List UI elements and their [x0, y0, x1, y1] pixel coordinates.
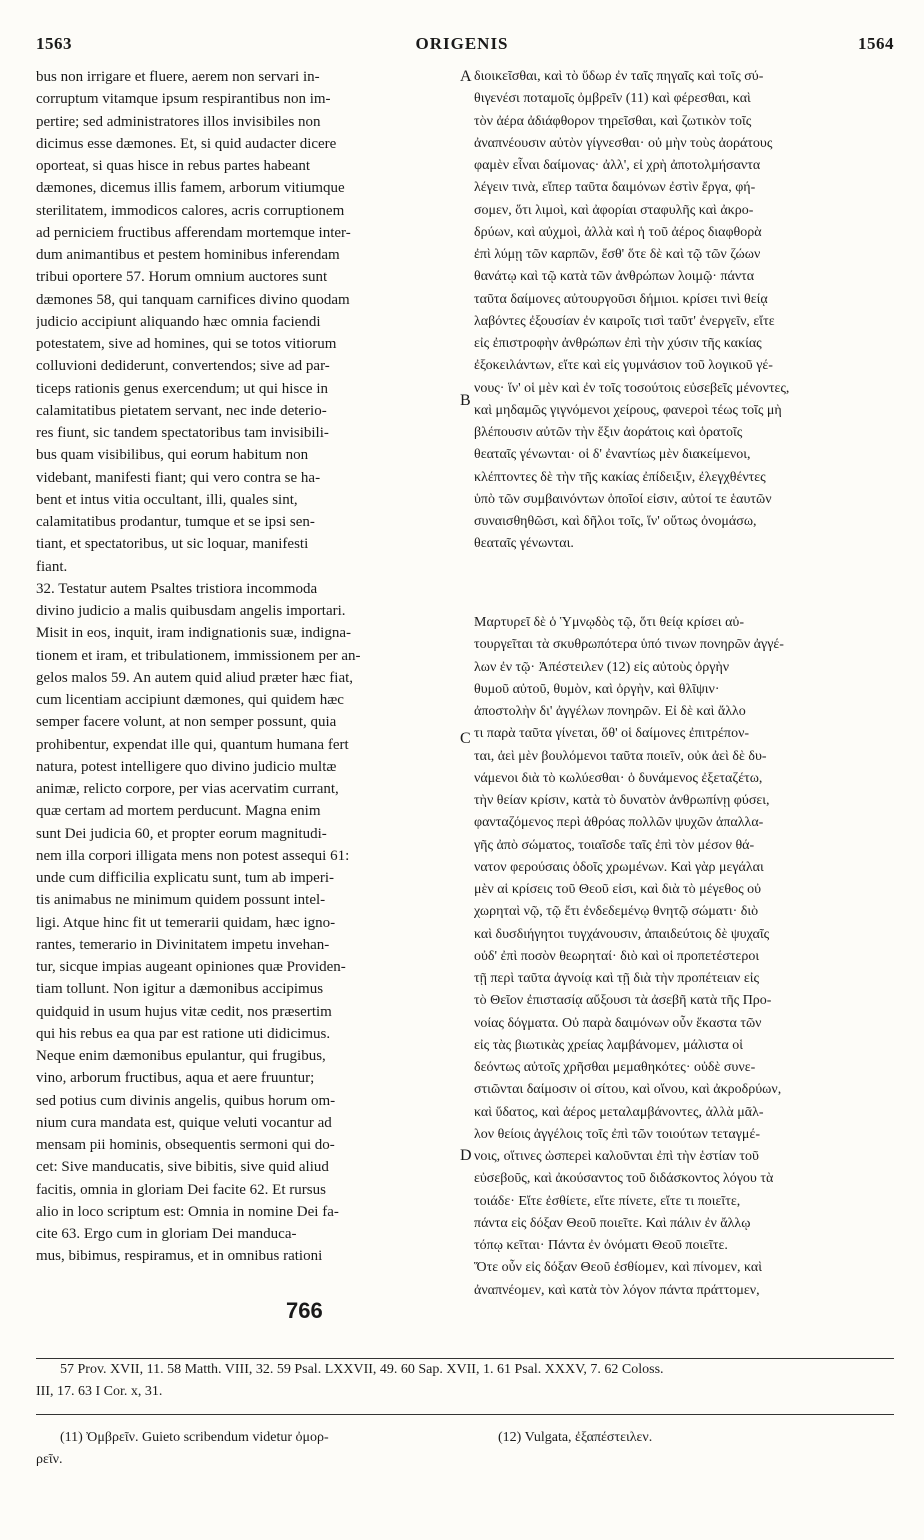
text-line: dæmones 58, qui tanquam carnifices divino quodam [36, 291, 350, 308]
text-line: θανάτῳ καὶ τῷ κατὰ τῶν ἀνθρώπων λοιμῷ· πάντα [474, 269, 755, 285]
text-line: νατον φερούσαις ὁδοῖς χρωμένων. Καὶ γὰρ μεγάλαι [474, 859, 764, 875]
text-line: bent et intus vitia occultant, illi, quales sint, [36, 491, 298, 508]
text-line: sunt Dei judicia 60, et propter eorum magnitudi- [36, 825, 327, 842]
text-line: tur, sicque impias augeant opiniones quæ Providen- [36, 959, 346, 975]
text-line: sed potius cum divinis angelis, quibus horum om- [36, 1092, 336, 1109]
text-line: nium cura mandata est, quique veluti vocantur ad [36, 1114, 332, 1131]
text-line: διοικεῖσθαι, καὶ τὸ ὕδωρ ἐν ταῖς πηγαῖς καὶ τοῖς σύ- [474, 69, 764, 84]
text-line: νοίας δόγματα. Οὐ παρὰ δαιμόνων οὖν ἕκαστα τῶν [474, 1015, 762, 1031]
text-line: πάντα εἰς δόξαν Θεοῦ ποιεῖτε. Καὶ πάλιν ἐν ἄλλῳ [474, 1215, 751, 1231]
text-line: Neque enim dæmonibus epulantur, qui frugibus, [36, 1048, 326, 1064]
text-line: colluvioni dediderunt, convertendos; sive ad par- [36, 358, 330, 375]
text-line: τουργεῖται τὰ σκυθρωπότερα ὑπό τινων πονηρῶν ἀγγέ- [474, 637, 784, 653]
text-line: tiant, et spectatoribus, ut sic loquar, manifesti [36, 536, 309, 553]
text-line: τὴν θείαν κρίσιν, κατὰ τὸ δυνατὸν ἀνθρωπίνῃ φύσει, [474, 793, 770, 808]
text-line: βλέπουσιν αὐτῶν τὴν ἕξιν ἀοράτοις καὶ ὁρατοῖς [474, 425, 743, 440]
text-line: θιγενέσι ποταμοῖς ὀμβρεῖν (11) καὶ φέρεσθαι, καὶ [474, 91, 751, 107]
text-line: σομεν, ὅτι λιμοὶ, καὶ ἀφορίαι σταφυλῆς καὶ ἀκρο- [474, 202, 754, 218]
text-line: tribui oportere 57. Horum omnium auctores sunt [36, 269, 328, 286]
text-line: potestatem, sive ad homines, qui se totos vitiorum [36, 336, 337, 352]
page-number-right: 1564 [858, 34, 894, 53]
text-line: γῆς ἀπὸ σώματος, τοιαῖσδε ταῖς ἐπὶ τὸν μέσον θά- [474, 837, 755, 853]
text-line: οὐδ' ἐπὶ ποσὸν θεωρηταί· διὸ καὶ οἱ προπετέστεροι [474, 948, 760, 964]
text-line: εἰς ἐπιστροφὴν ἀνθρώπων ἐπὶ τὴν χύσιν τῆς κακίας [474, 336, 762, 351]
text-line: δεόντως αὐτοῖς χρῆσθαι μεμαθηκότες· οὐδὲ συνε- [474, 1060, 756, 1075]
text-line: ὑπὸ τῶν συμβαινόντων ὁποῖοί εἰσιν, αὐτοί τε ἑαυτῶν [474, 491, 772, 507]
note-12: (12) Vulgata, ἐξαπέστειλεν. [498, 1430, 653, 1445]
text-line: ἐπὶ λύμῃ τῶν καρπῶν, ἔσθ' ὅτε δὲ καὶ τῷ τῶν ζώων [474, 247, 761, 262]
text-line: ταῦτα δαίμονες αὐτουργοῦσι δήμιοι. κρίσει τινὶ θείᾳ [474, 291, 768, 307]
margin-marker-c: C [460, 730, 471, 747]
text-line: λων ἐν τῷ· Ἀπέστειλεν (12) εἰς αὐτοὺς ὀργὴν [474, 659, 730, 675]
text-line: ἀποστολὴν δι' ἀγγέλων πονηρῶν. Εἰ δὲ καὶ ἄλλο [474, 704, 746, 719]
text-line: ad perniciem fructibus afferendam mortemque inter- [36, 224, 351, 241]
text-line: τῇ περὶ ταῦτα ἀγνοίᾳ καὶ τῇ διὰ τὴν προπέτειαν εἰς [474, 971, 760, 986]
text-line: τόπῳ κεῖται· Πάντα ἐν ὀνόματι Θεοῦ ποιεῖτε. [474, 1238, 728, 1253]
text-line: εἰς τὰς βιωτικὰς χρείας λαμβάνομεν, μάλιστα οἱ [474, 1037, 743, 1053]
text-line: δρύων, καὶ αὐχμοὶ, ἀλλὰ καὶ ἡ τοῦ ἀέρος διαφθορὰ [474, 224, 762, 240]
text-line: τι παρὰ ταῦτα γίνεται, ὅθ' οἱ δαίμονες ἐπιτρέπον- [474, 726, 750, 742]
margin-marker-a: A [460, 68, 472, 85]
column-number: 766 [283, 1298, 326, 1324]
text-line: χωρηταὶ νῷ, τῷ ἔτι ἐνδεδεμένῳ θνητῷ σώματι· διὸ [474, 904, 759, 920]
text-line: corruptum vitamque ipsum respirantibus non im- [36, 91, 331, 108]
text-line: calamitatibus prodantur, tumque et se ipsi sen- [36, 514, 315, 530]
text-line: νοις, οἵτινες ὡσπερεὶ καλοῦνται ἐπὶ τὴν ἑστίαν τοῦ [474, 1149, 759, 1164]
text-line: κλέπτοντες δὲ τὴν τῆς κακίας ἐπίδειξιν, ἐλεγχθέντες [474, 469, 766, 485]
text-line: dæmones, dicemus illis famem, arborum vitiumque [36, 180, 345, 197]
note-11-line-1: (11) Ὀμβρεῖν. Guieto scribendum videtur ὀμορ- [60, 1430, 329, 1445]
text-line: alio in loco scriptum est: Omnia in nomine Dei fa- [36, 1203, 339, 1220]
text-line: ἀναπνέουσιν αὐτὸν γίγνεσθαι· οὐ μὴν τοὺς ἀοράτους [474, 135, 773, 151]
text-line: fiant. [36, 558, 68, 575]
text-line: divino judicio a malis quibusdam angelis importari. [36, 603, 346, 619]
text-line: cet: Sive manducatis, sive bibitis, sive quid aliud [36, 1159, 329, 1176]
latin-column [36, 66, 454, 1268]
notes-rule [36, 1414, 894, 1415]
text-line: quidquid in usum hujus vitæ cedit, nos præsertim [36, 1003, 332, 1020]
text-line: θεαταῖς γένωνται· οἱ δ' ἐναντίως μὲν διακείμενοι, [474, 447, 751, 463]
text-line: mensam pii hominis, obsequentis sermoni qui do- [36, 1137, 335, 1153]
text-line: καὶ ὕδατος, καὶ ἀέρος μεταλαμβάνοντες, ἀλλὰ μᾶλ- [474, 1104, 764, 1120]
footnote-ref-line-2: III, 17. 63 I Cor. x, 31. [36, 1384, 163, 1399]
text-line: νάμενοι διὰ τὸ κωλύεσθαι· ὁ δυνάμενος ἐξεταζέτω, [474, 770, 763, 786]
text-line: στιῶνται δαίμοσιν οἱ σίτου, καὶ οἴνου, καὶ ἀκροδρύων, [474, 1082, 782, 1098]
text-line: λον θείοις ἀγγέλοις τοῖς ἐπὶ τῶν τοιούτων τεταγμέ- [474, 1126, 760, 1142]
text-line: unde cum difficilia explicatu sunt, tum ab imperi- [36, 870, 334, 886]
text-line: λέγειν τινὰ, εἴπερ ταῦτα δαιμόνων ἐστὶν ἔργα, φή- [474, 180, 756, 196]
text-line: calamitatibus pietatem servant, nec inde deterio- [36, 402, 327, 419]
page-number-left: 1563 [36, 34, 72, 53]
text-line: dicimus esse dæmones. Et, si quid audacter dicere [36, 135, 337, 152]
text-line: facitis, omnia in gloriam Dei facite 62. Et rursus [36, 1181, 326, 1198]
text-line: Μαρτυρεῖ δὲ ὁ Ὑμνῳδὸς τῷ, ὅτι θείᾳ κρίσει αὐ- [474, 615, 745, 630]
text-line: 32. Testatur autem Psaltes tristiora incommoda [36, 580, 318, 597]
text-line: θεαταῖς γένωνται. [474, 536, 574, 552]
margin-marker-b: B [460, 392, 471, 409]
text-line: judicio accipiunt aliquando hæc omnia faciendi [36, 313, 321, 330]
text-line: cum licentiam accipiunt dæmones, qui quidem hæc [36, 692, 344, 708]
text-line: μὲν αἱ κρίσεις τοῦ Θεοῦ εἰσι, καὶ διὰ τὸ μέγεθος οὐ [474, 882, 762, 897]
text-line: mus, bibimus, respiramus, et in omnibus rationi [36, 1248, 323, 1265]
text-line: gelos malos 59. An autem quid aliud præter hæc fiat, [36, 669, 354, 686]
text-line: φαμὲν εἶναι δαίμονας· ἀλλ', εἰ χρὴ ἀποτολμήσαντα [474, 158, 761, 173]
text-line: dum animantibus et pestem hominibus inferendam [36, 247, 340, 263]
footnote-rule [36, 1358, 894, 1359]
text-line: τοιάδε· Εἴτε ἐσθίετε, εἴτε πίνετε, εἴτε τι ποιεῖτε, [474, 1193, 741, 1209]
text-line: rantes, temerario in Divinitatem impetu invehan- [36, 936, 330, 953]
text-line: Misit in eos, inquit, iram indignationis suæ, indigna- [36, 625, 351, 642]
text-line: νους· ἵν' οἱ μὲν καὶ ἐν τοῖς τοσούτοις εὐσεβεῖς μένοντες, [474, 380, 790, 396]
text-line: nem illa corpori illigata mens non potest assequi 61: [36, 847, 350, 864]
text-line: videbant, manifesti fiant; qui vero contra se ha- [36, 469, 321, 486]
text-line: prohibentur, expendat ille qui, quantum humana fert [36, 736, 349, 753]
text-line: qui his rebus ea qua par est ratione uti didicimus. [36, 1025, 331, 1042]
text-line: sterilitatem, immodicos calores, acris corruptionem [36, 202, 345, 219]
text-line: natura, potest intelligere quo divino judicio multæ [36, 758, 337, 775]
text-line: ἀναπνέομεν, καὶ κατὰ τὸν λόγον πάντα πράττομεν, [474, 1282, 760, 1298]
text-line: res fiunt, sic tandem spectatoribus tam invisibili- [36, 425, 329, 441]
text-line: συναισθηθῶσι, καὶ δῆλοι τοῖς, ἵν' οὕτως ὀνομάσω, [474, 514, 757, 529]
text-line: cite 63. Ergo cum in gloriam Dei manduca- [36, 1226, 297, 1242]
text-line: λαβόντες ἐξουσίαν ἐν καιροῖς τισὶ ταῦτ' ἐνεργεῖν, εἴτε [474, 313, 775, 329]
text-line: ligi. Atque hinc fit ut temerarii quidam, hæc igno- [36, 914, 336, 931]
note-11-line-2: ρεῖν. [36, 1452, 63, 1467]
text-line: θυμοῦ αὐτοῦ, θυμὸν, καὶ ὀργὴν, καὶ θλῖψιν· [474, 681, 720, 697]
margin-marker-d: D [460, 1147, 472, 1164]
text-line: ἐξοκειλάντων, εἴτε καὶ εἰς γυμνάσιον τοῦ λογικοῦ γέ- [474, 358, 773, 374]
text-line: pertire; sed administratores illos invisibiles non [36, 113, 321, 130]
text-line: ται, ἀεὶ μὲν βουλόμενοι ταῦτα ποιεῖν, οὐκ ἀεὶ δὲ δυ- [474, 748, 767, 764]
text-line: ticeps rationis genus exercendum; ut qui hisce in [36, 380, 329, 397]
text-line: φανταζόμενος περὶ ἀθρόας πολλῶν ψυχῶν ἀπαλλα- [474, 815, 764, 831]
text-line: Ὅτε οὖν εἰς δόξαν Θεοῦ ἐσθίομεν, καὶ πίνομεν, καὶ [474, 1260, 762, 1276]
text-line: semper facere volunt, at non semper possunt, quia [36, 714, 337, 731]
text-line: animæ, relicto corpore, per vias acervatim currant, [36, 781, 339, 797]
running-title: ORIGENIS [415, 34, 509, 53]
text-line: vino, arborum fructibus, aqua et aere fruuntur; [36, 1070, 315, 1087]
text-line: tiam tollunt. Non igitur a dæmonibus accipimus [36, 981, 324, 998]
text-line: quæ certam ad mortem perducunt. Magna enim [36, 803, 321, 820]
text-line: oporteat, si quas hisce in rebus partes habeant [36, 158, 311, 174]
text-line: καὶ μηδαμῶς γιγνόμενοι χείρους, φανεροὶ τέως τοῖς μὴ [474, 402, 782, 418]
text-line: καὶ δυσδιήγητοι τυγχάνουσιν, ἀπαιδεύτοις δὲ ψυχαῖς [474, 926, 770, 942]
text-line: tis animabus ne minimum quidem possunt intel- [36, 892, 326, 909]
greek-column [474, 66, 894, 556]
text-line: bus non irrigare et fluere, aerem non servari in- [36, 69, 320, 85]
text-line: εὐσεβοῦς, καὶ ἀκούσαντος τοῦ διδάσκοντος λόγου τὰ [474, 1171, 774, 1187]
text-line: bus quam visibilibus, qui eorum habitum non [36, 447, 309, 464]
text-line: tionem et iram, et tribulationem, immissionem per an- [36, 647, 361, 664]
footnote-ref-line-1: 57 Prov. XVII, 11. 58 Matth. VIII, 32. 59 Psal. LXXVII, 49. 60 Sap. XVII, 1. 61 Psal. XXXV, 7. 62 Coloss. [60, 1362, 664, 1377]
greek-column-continued [474, 612, 894, 1302]
text-line: τὸ Θεῖον ἐπιστασίᾳ αὔξουσι τὰ ἀσεβῆ κατὰ τῆς Προ- [474, 993, 772, 1009]
text-line: τὸν ἀέρα ἀδιάφθορον τηρεῖσθαι, καὶ ζωτικὸν τοῖς [474, 113, 752, 129]
